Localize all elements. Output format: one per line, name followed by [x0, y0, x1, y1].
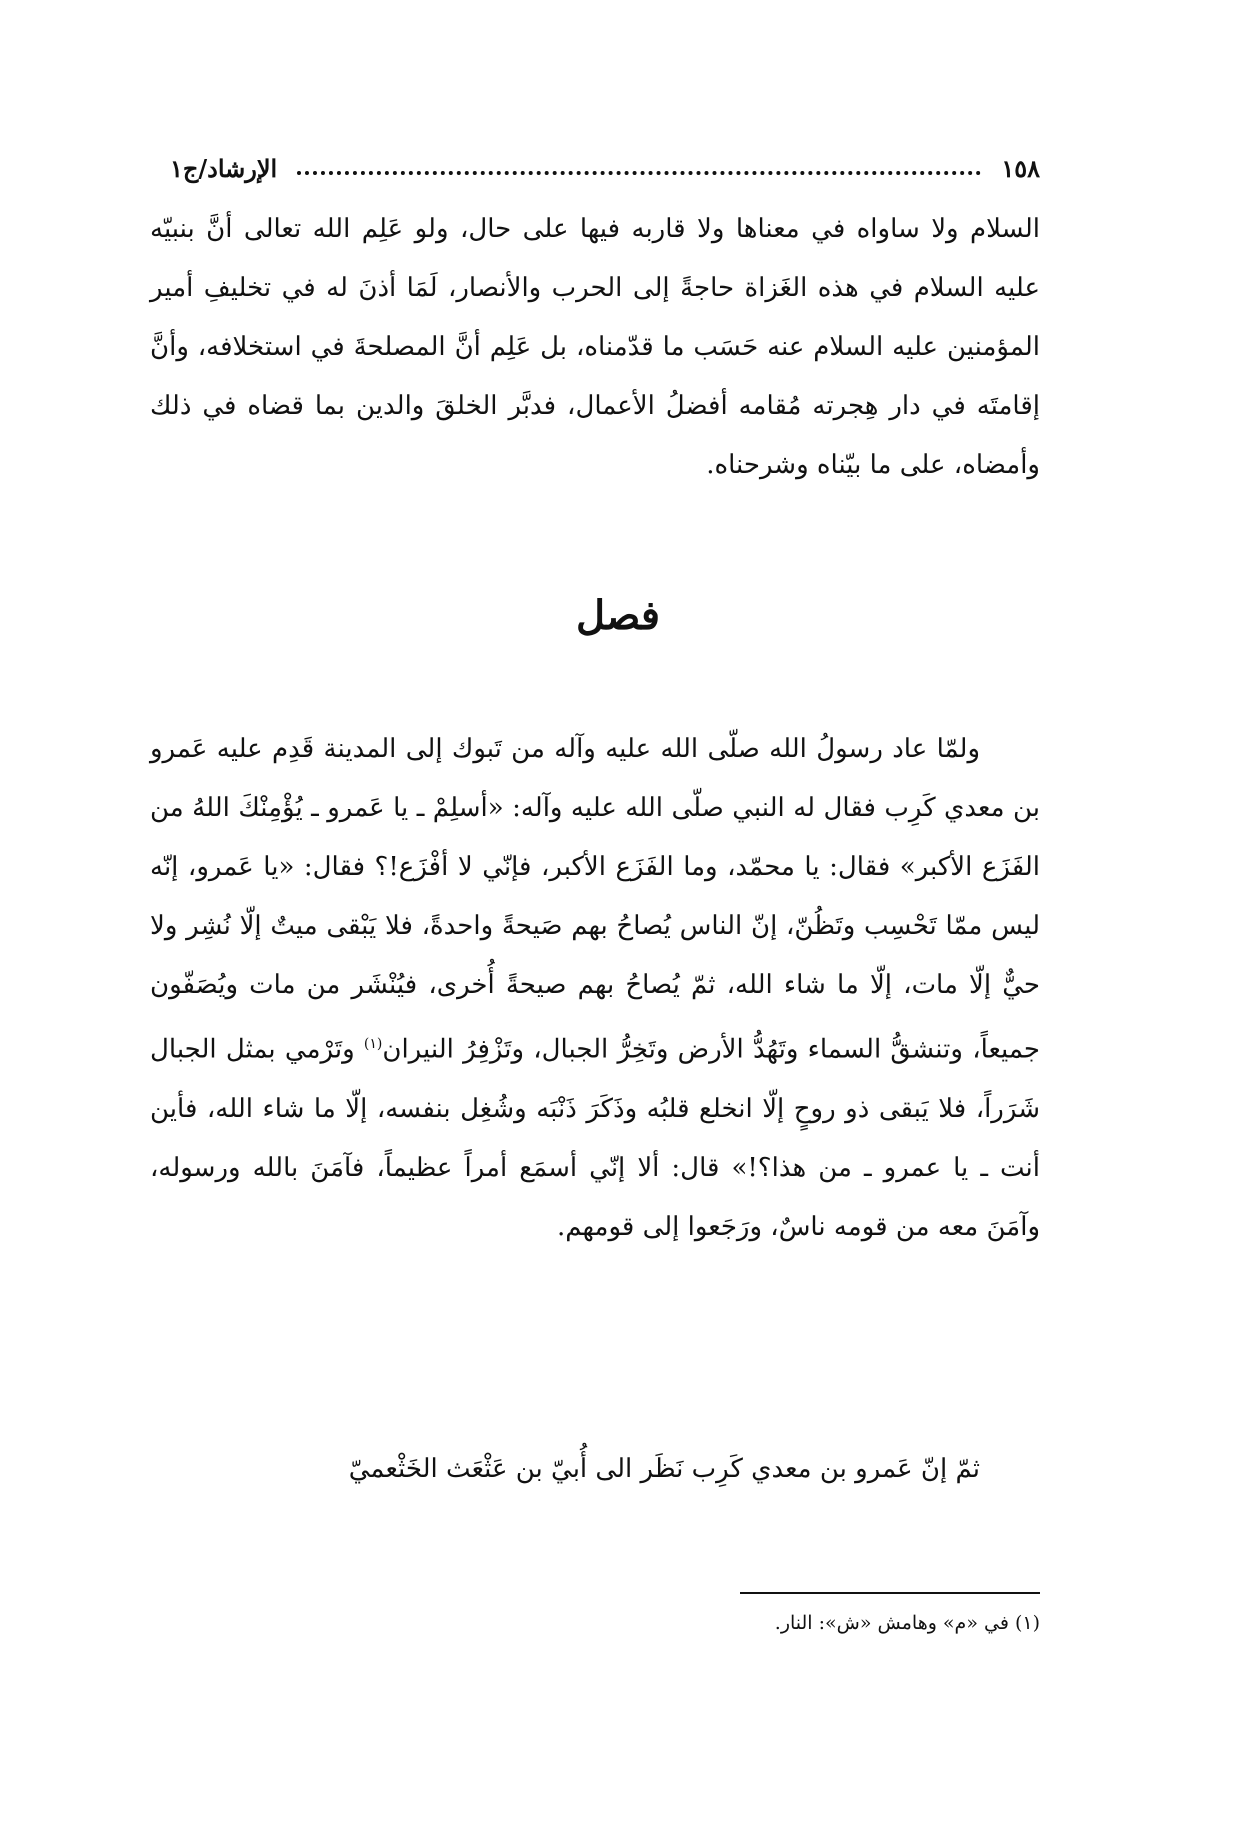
section-heading: فصل — [575, 592, 661, 639]
running-title: الإرشاد/ج١ — [170, 153, 278, 183]
page-number: ١٥٨ — [1001, 153, 1040, 183]
paragraph-2 — [150, 720, 1040, 1257]
paragraph-1: السلام ولا ساواه في معناها ولا قاربه فيها على حال، ولو عَلِم الله تعالى أنَّ بنبيّه عليه السلام في هذه الغَزاة حاجةً إلى الحرب والأنصار، لَمَا أذنَ له في تخليفِ أمير المؤمنين عليه السلام عنه حَسَب ما قدّمناه، بل عَلِم أنَّ المصلحةَ في استخلافه، وأنَّ إقامتَه في دار هِجرته مُقامه أفضلُ الأعمال، فدبَّر الخلقَ والدين بما قضاه في ذلك وأمضاه، على ما بيّناه وشرحناه. — [150, 214, 1040, 480]
footnote: (١) في «م» وهامش «ش»: النار. — [774, 1612, 1040, 1634]
paragraph-3: ثمّ إنّ عَمرو بن معدي كَرِب نَظَر الى أُبيّ بن عَثْعَث الخَثْعميّ — [348, 1454, 980, 1484]
footnote-divider — [740, 1592, 1040, 1594]
page-header — [170, 148, 1040, 188]
paragraph-2-part-1: ولمّا عاد رسولُ الله صلّى الله عليه وآله من تَبوك إلى المدينة قَدِم عليه عَمرو بن معدي كَرِب فقال له النبي صلّى الله عليه وآله: «أسلِمْ ـ يا عَمرو ـ يُؤْمِنْكَ اللهُ من الفَزَع الأكبر» فقال: يا محمّد، وما الفَزَع الأكبر، فإنّي لا أفْزَع!؟ فقال: «يا عَمرو، إنّه ليس ممّا تَحْسِب وتَظُنّ، إنّ الناس يُصاحُ بهم صَيحةً واحدةً، فلا يَبْقى ميتٌ إلّا نُشِر ولا حيٌّ إلّا مات، إلّا ما شاء الله، ثمّ يُصاحُ بهم صيحةً أُخرى، فيُنْشَر من مات ويُصَفّون جميعاً، وتنشقُّ السماء وتَهُدُّ الأرض وتَخِرُّ الجبال، وتَزْفِرُ النيران — [150, 734, 1041, 1065]
header-dot-leader — [297, 161, 981, 175]
footnote-marker: (١) — [363, 1036, 383, 1052]
paragraph-2-part-2: وتَرْمي بمثل الجبال شَرَراً، فلا يَبقى ذو روحٍ إلّا انخلع قلبُه وذَكَرَ ذَنْبَه وشُغِل بنفسه، إلّا ما شاء الله، فأين أنت ـ يا عمرو ـ من هذا؟!» قال: ألا إنّي أسمَع أمراً عظيماً، فآمَنَ بالله ورسوله، وآمَنَ معه من قومه ناسٌ، ورَجَعوا إلى قومهم. — [150, 1034, 1040, 1242]
